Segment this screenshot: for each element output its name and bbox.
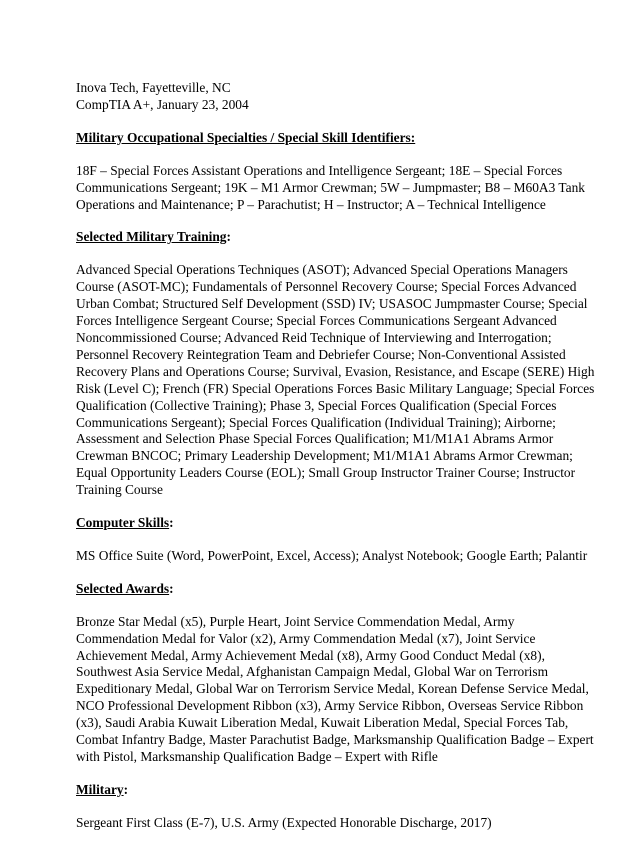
awards-text-line: (x3), Saudi Arabia Kuwait Liberation Medal, Kuwait Liberation Medal, Special Forces Tab, bbox=[76, 715, 569, 731]
awards-text-line: Southwest Asia Service Medal, Afghanistan Campaign Medal, Global War on Terrorism bbox=[76, 664, 549, 680]
awards-heading bbox=[76, 581, 568, 598]
awards-text-line: with Pistol, Marksmanship Qualification Badge – Expert with Rifle bbox=[76, 749, 438, 764]
training-text-line: Communications Sergeant); Special Forces Qualification (Individual Training); Airborne; bbox=[76, 414, 556, 430]
training-text-line: Equal Opportunity Leaders Course (EOL); Small Group Instructor Trainer Course; Instructor bbox=[76, 465, 576, 481]
computer-skills-body bbox=[76, 547, 588, 565]
training-text-line: Risk (Level C); French (FR) Special Operations Forces Basic Military Language; Special Forces bbox=[76, 380, 595, 396]
training-text-line: Personnel Recovery Reintegration Team and Debriefer Course; Non-Conventional Assisted bbox=[76, 346, 566, 362]
awards-text-line: NCO Professional Development Ribbon (x3), Army Service Ribbon, Overseas Service Ribbon bbox=[76, 698, 584, 714]
training-text-line: Noncommissioned Course; Advanced Reid Technique of Interviewing and Interrogation; bbox=[76, 329, 552, 345]
training-text-line: Course (ASOT-MC); Fundamentals of Personnel Recovery Course; Special Forces Advanced bbox=[76, 279, 577, 295]
training-text-line: Urban Combat; Structured Self Development (SSD) IV; USASOC Jumpmaster Course; Special bbox=[76, 296, 588, 312]
military-heading bbox=[76, 782, 568, 799]
training-heading-colon: : bbox=[226, 229, 231, 245]
awards-heading-text: Selected Awards bbox=[76, 580, 170, 596]
mos-heading-text: Military Occupational Specialties / Special Skill Identifiers: bbox=[76, 129, 416, 145]
awards-text-line: Combat Infantry Badge, Master Parachutist Badge, Marksmanship Qualification Badge – Expert bbox=[76, 732, 594, 748]
awards-body bbox=[76, 613, 594, 766]
military-text-line: Sergeant First Class (E-7), U.S. Army (Expected Honorable Discharge, 2017) bbox=[76, 814, 492, 830]
training-text-line: Advanced Special Operations Techniques (ASOT); Advanced Special Operations Managers bbox=[76, 262, 568, 278]
computer-skills-heading bbox=[76, 515, 568, 532]
training-text-line: Assessment and Selection Phase Special Forces Qualification; M1/M1A1 Abrams Armor bbox=[76, 431, 554, 447]
computer-skills-heading-text: Computer Skills bbox=[76, 515, 170, 531]
computer-text-line: MS Office Suite (Word, PowerPoint, Excel, Access); Analyst Notebook; Google Earth; Palantir bbox=[76, 547, 588, 563]
training-text-line: Recovery Plans and Operations Course; Survival, Evasion, Resistance, and Escape (SERE) High bbox=[76, 363, 595, 379]
header-block bbox=[76, 80, 568, 114]
mos-body bbox=[76, 162, 585, 214]
military-heading-text: Military bbox=[76, 781, 124, 797]
awards-text-line: Commendation Medal for Valor (x2), Army Commendation Medal (x7), Joint Service bbox=[76, 630, 536, 646]
training-text-line: Training Course bbox=[76, 482, 163, 498]
training-heading bbox=[76, 229, 568, 246]
mos-text-line: Operations and Maintenance; P – Parachutist; H – Instructor; A – Technical Intelligence bbox=[76, 196, 546, 212]
mos-text-line: 18F – Special Forces Assistant Operations and Intelligence Sergeant; 18E – Special Forces bbox=[76, 162, 563, 178]
awards-heading-colon: : bbox=[169, 580, 174, 596]
computer-skills-heading-colon: : bbox=[169, 515, 174, 531]
mos-heading bbox=[76, 130, 568, 147]
training-text-line: Crewman BNCOC; Primary Leadership Development; M1/M1A1 Abrams Armor Crewman; bbox=[76, 448, 573, 464]
certification-line: CompTIA A+, January 23, 2004 bbox=[76, 96, 249, 112]
military-body bbox=[76, 815, 568, 832]
mos-text-line: Communications Sergeant; 19K – M1 Armor Crewman; 5W – Jumpmaster; B8 – M60A3 Tank bbox=[76, 179, 585, 195]
awards-text-line: Bronze Star Medal (x5), Purple Heart, Joint Service Commendation Medal, Army bbox=[76, 613, 515, 629]
awards-text-line: Expeditionary Medal, Global War on Terrorism Service Medal, Korean Defense Service Medal, bbox=[76, 681, 589, 697]
resume-content bbox=[76, 80, 595, 848]
awards-text-line: Achievement Medal, Army Achievement Medal (x8), Army Good Conduct Medal (x8), bbox=[76, 647, 545, 663]
training-text-line: Qualification (Collective Training); Phase 3, Special Forces Qualification (Special Forces bbox=[76, 397, 557, 413]
training-text-line: Forces Intelligence Sergeant Course; Special Forces Communications Sergeant Advanced bbox=[76, 313, 557, 329]
training-heading-text: Selected Military Training bbox=[76, 229, 227, 245]
military-heading-colon: : bbox=[123, 781, 129, 797]
employer-line: Inova Tech, Fayetteville, NC bbox=[76, 80, 231, 95]
training-body bbox=[76, 262, 595, 499]
